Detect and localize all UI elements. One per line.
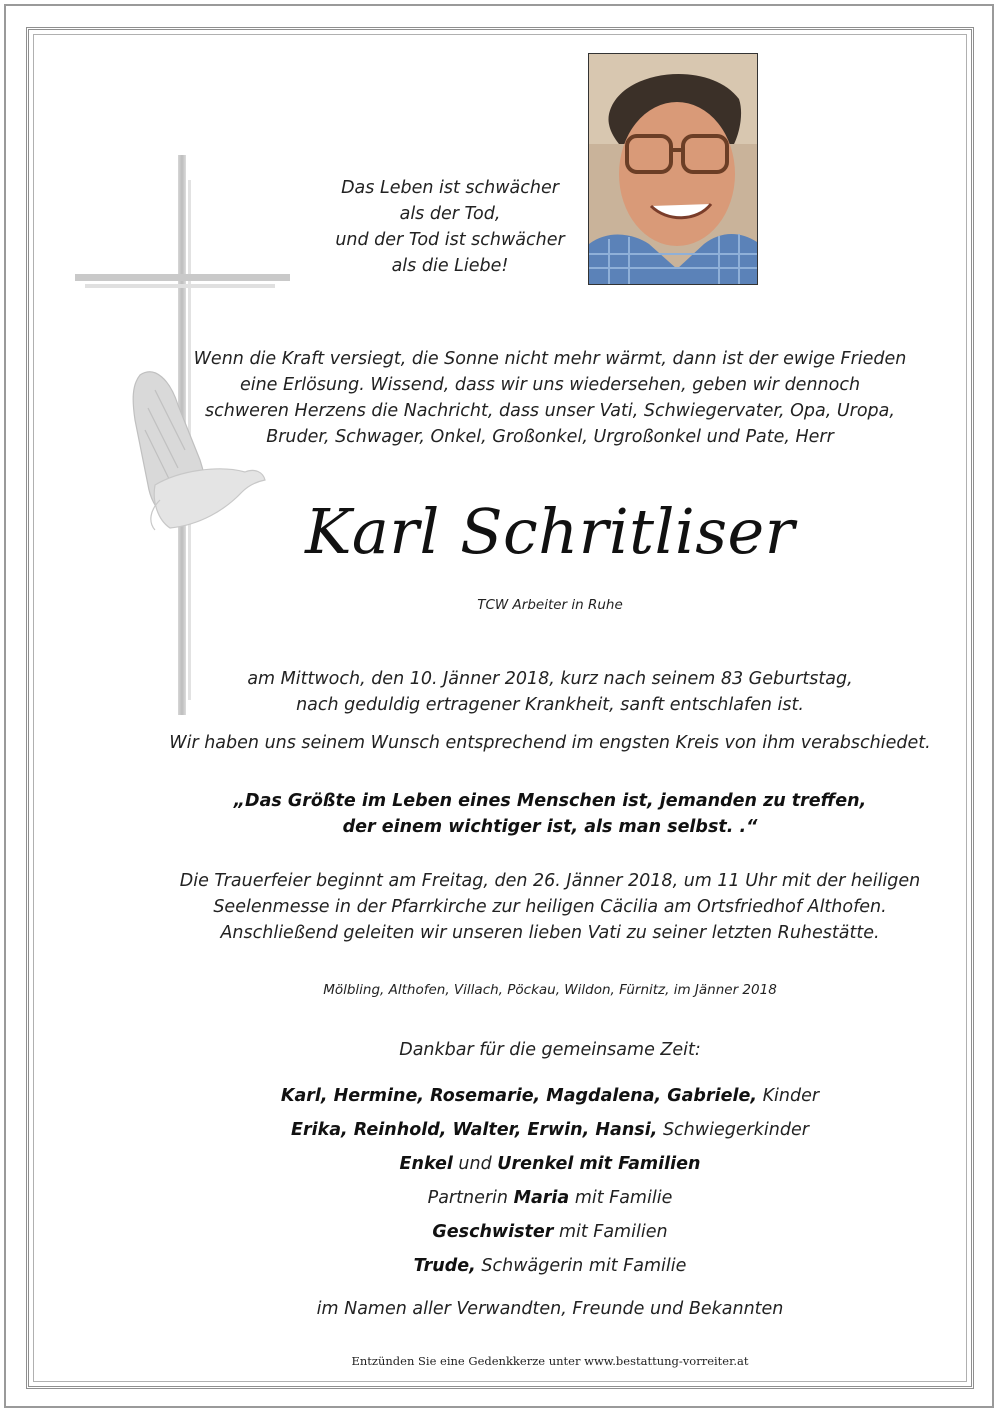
mourner-names: Enkel (399, 1154, 453, 1174)
funeral-line: Die Trauerfeier beginnt am Freitag, den 26. Jänner 2018, um 11 Uhr mit der heiligen (179, 871, 921, 891)
portrait-photo (588, 53, 758, 285)
mourner-names: Erika, Reinhold, Walter, Erwin, Hansi, (291, 1120, 658, 1140)
mourner-names: Maria (513, 1188, 570, 1208)
intro-line: eine Erlösung. Wissend, dass wir uns wiedersehen, geben wir dennoch (239, 375, 861, 395)
death-notice (190, 666, 910, 718)
motto-line: als die Liebe! (391, 256, 509, 276)
mourner-role: mit Familie (574, 1188, 673, 1208)
closing-line: im Namen aller Verwandten, Freunde und Bekannten (316, 1299, 784, 1319)
mourner-row (200, 1115, 900, 1149)
funeral-line: Anschließend geleiten wir unseren lieben Vati zu seiner letzten Ruhestätte. (220, 923, 880, 943)
mourner-row (200, 1217, 900, 1251)
motto-line: Das Leben ist schwächer (341, 178, 559, 198)
quote-line: „Das Größte im Leben eines Menschen ist, jemanden zu treffen, (233, 791, 867, 811)
thanks-heading: Dankbar für die gemeinsame Zeit: (399, 1040, 701, 1060)
portrait-image (589, 54, 757, 284)
mourner-role: Schwägerin mit Familie (481, 1256, 687, 1276)
deceased-name: Karl Schritliser (305, 495, 795, 568)
motto (330, 175, 570, 279)
dove-icon (151, 469, 265, 530)
places-date: Mölbling, Althofen, Villach, Pöckau, Wildon, Fürnitz, im Jänner 2018 (323, 982, 777, 998)
mourner-role: Schwiegerkinder (662, 1120, 809, 1140)
mourner-names: Geschwister (432, 1222, 554, 1242)
cross-horizontal-beam (75, 274, 290, 281)
mourner-role: Partnerin (427, 1188, 508, 1208)
intro-line: Bruder, Schwager, Onkel, Großonkel, Urgroßonkel und Pate, Herr (266, 427, 834, 447)
mourner-connector: und (458, 1154, 492, 1174)
mourners-list (200, 1081, 900, 1285)
mourner-role: Kinder (762, 1086, 820, 1106)
motto-line: als der Tod, (399, 204, 501, 224)
motto-line: und der Tod ist schwächer (335, 230, 565, 250)
mourner-row (200, 1183, 900, 1217)
mourner-names: Karl, Hermine, Rosemarie, Magdalena, Gabriele, (280, 1086, 757, 1106)
quote (190, 788, 910, 840)
intro-text (190, 346, 910, 450)
mourner-names: Urenkel mit Familien (497, 1154, 701, 1174)
farewell-text: Wir haben uns seinem Wunsch entsprechend im engsten Kreis von ihm verabschiedet. (169, 733, 931, 753)
intro-line: Wenn die Kraft versiegt, die Sonne nicht mehr wärmt, dann ist der ewige Frieden (193, 349, 907, 369)
intro-line: schweren Herzens die Nachricht, dass unser Vati, Schwiegervater, Opa, Uropa, (205, 401, 895, 421)
quote-line: der einem wichtiger ist, als man selbst. .“ (342, 817, 758, 837)
death-line: nach geduldig ertragener Krankheit, sanft entschlafen ist. (296, 695, 804, 715)
mourner-role: mit Familien (558, 1222, 668, 1242)
footer-candle-note: Entzünden Sie eine Gedenkkerze unter www.bestattung-vorreiter.at (351, 1354, 749, 1368)
mourner-row (200, 1251, 900, 1285)
death-line: am Mittwoch, den 10. Jänner 2018, kurz nach seinem 83 Geburtstag, (247, 669, 853, 689)
funeral-line: Seelenmesse in der Pfarrkirche zur heiligen Cäcilia am Ortsfriedhof Althofen. (213, 897, 887, 917)
mourner-row (200, 1149, 900, 1183)
funeral-details (150, 868, 950, 946)
mourner-names: Trude, (413, 1256, 476, 1276)
mourner-row (200, 1081, 900, 1115)
occupation: TCW Arbeiter in Ruhe (477, 597, 623, 613)
